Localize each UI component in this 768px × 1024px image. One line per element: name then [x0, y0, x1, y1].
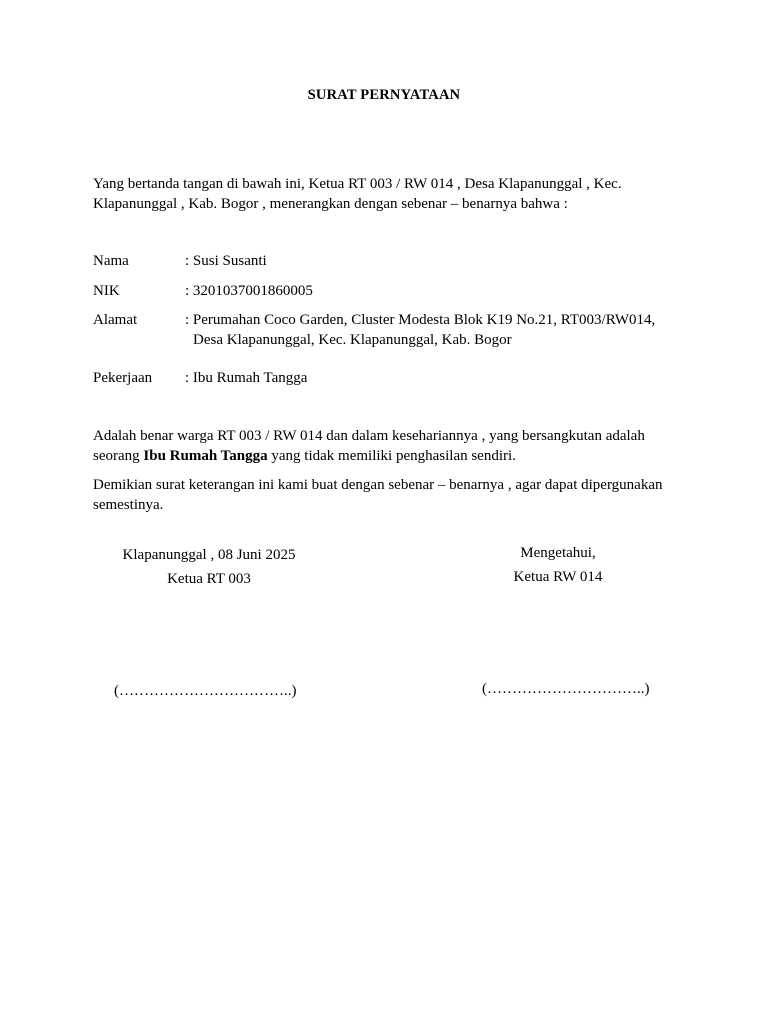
closing-paragraph: Demikian surat keterangan ini kami buat dengan sebenar – benarnya , agar dapat dipergunakan semestinya. [93, 477, 663, 513]
nik-label: NIK [93, 283, 120, 299]
alamat-value-line2: Desa Klapanunggal, Kec. Klapanunggal, Kab. Bogor [193, 331, 512, 348]
signature-block-rw [458, 541, 658, 589]
document-title: SURAT PERNYATAAN [307, 87, 461, 103]
nama-label: Nama [93, 253, 129, 269]
statement-part1: Adalah benar warga RT 003 / RW 014 dan dalam kesehariannya , yang bersangkutan adalah seorang [93, 428, 645, 464]
nik-value: : 3201037001860005 [185, 283, 313, 299]
signature-line-rw: (…………………………..) [482, 681, 650, 697]
intro-paragraph: Yang bertanda tangan di bawah ini, Ketua RT 003 / RW 014 , Desa Klapanunggal , Kec. Klapanunggal , Kab. Bogor , menerangkan dengan sebenar – benarnya bahwa : [93, 176, 622, 212]
signature-block-rt [109, 543, 309, 591]
signature-line-rt: (……………………………..) [114, 683, 297, 699]
acknowledge-label: Mengetahui, [520, 545, 596, 561]
statement-bold-occupation: Ibu Rumah Tangga [143, 447, 268, 464]
statement-paragraph [93, 427, 693, 466]
nama-value: : Susi Susanti [185, 253, 267, 269]
statement-part2: yang tidak memiliki penghasilan sendiri. [267, 447, 516, 464]
pekerjaan-label: Pekerjaan [93, 370, 153, 386]
rw-role: Ketua RW 014 [513, 569, 603, 585]
rt-role: Ketua RT 003 [167, 571, 251, 587]
alamat-label: Alamat [93, 312, 138, 328]
pekerjaan-value: : Ibu Rumah Tangga [185, 370, 308, 386]
place-date: Klapanunggal , 08 Juni 2025 [122, 547, 296, 563]
alamat-value-line1: : Perumahan Coco Garden, Cluster Modesta Blok K19 No.21, RT003/RW014, [185, 312, 656, 328]
alamat-value [185, 311, 655, 350]
